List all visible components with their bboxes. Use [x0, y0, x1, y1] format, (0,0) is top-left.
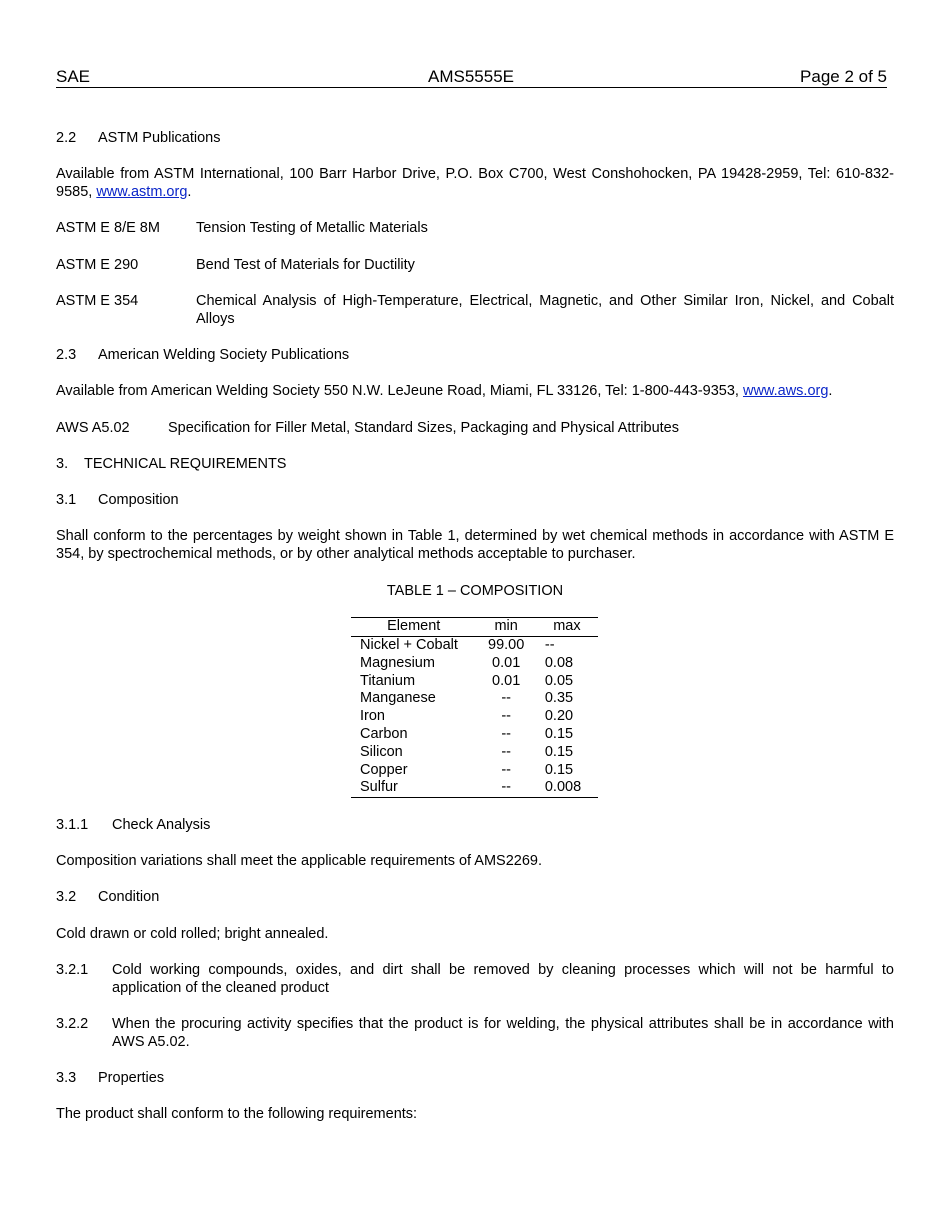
reference-title: Bend Test of Materials for Ductility	[196, 257, 415, 273]
astm-availability-paragraph: Available from ASTM International, 100 Barr Harbor Drive, P.O. Box C700, West Conshohocken, PA 19428-2959, Tel: 610-832-9585, www.astm.org.	[56, 166, 894, 200]
reference-code: ASTM E 354	[56, 293, 139, 309]
subsection-text: When the procuring activity specifies that the product is for welding, the physical attributes shall be in accordance with AWS A5.02.	[112, 1016, 894, 1050]
table-caption: TABLE 1 – COMPOSITION	[386, 583, 564, 599]
section-title: Composition	[98, 492, 179, 508]
reference-code: AWS A5.02	[56, 420, 130, 436]
aws-availability-paragraph: Available from American Welding Society 550 N.W. LeJeune Road, Miami, FL 33126, Tel: 1-800-443-9353, www.aws.org.	[56, 383, 833, 399]
page-header	[56, 67, 887, 88]
table-row: Carbon -- 0.15	[360, 725, 574, 742]
composition-paragraph: Shall conform to the percentages by weight shown in Table 1, determined by wet chemical methods in accordance with ASTM E 354, by spectrochemical methods, or by other analytical methods acceptable to purchaser.	[56, 528, 894, 562]
section-title: American Welding Society Publications	[98, 347, 350, 363]
astm-website-link[interactable]: www.astm.org	[96, 184, 188, 200]
reference-row	[56, 292, 894, 328]
table-row: Iron -- 0.20	[360, 708, 574, 725]
reference-code: ASTM E 290	[56, 257, 139, 273]
table-row: Sulfur -- 0.008	[351, 779, 598, 797]
table-header-row	[351, 618, 598, 637]
subsection-text: Cold working compounds, oxides, and dirt shall be removed by cleaning processes which will not be harmful to application of the cleaned product	[112, 962, 894, 996]
section-number: 3.3	[56, 1070, 77, 1086]
table-row: Magnesium 0.01 0.08	[360, 654, 574, 671]
section-heading-2-3	[56, 346, 894, 364]
subsection-3-2-1	[56, 961, 894, 997]
section-number: 2.2	[56, 130, 77, 146]
reference-title: Tension Testing of Metallic Materials	[196, 220, 428, 236]
section-number: 3.1	[56, 492, 77, 508]
section-number: 3.	[56, 456, 69, 472]
table-row: Nickel + Cobalt 99.00 --	[360, 637, 555, 653]
section-number: 2.3	[56, 347, 77, 363]
check-analysis-paragraph: Composition variations shall meet the applicable requirements of AMS2269.	[56, 853, 543, 869]
section-number: 3.2.1	[56, 962, 89, 978]
reference-title: Chemical Analysis of High-Temperature, Electrical, Magnetic, and Other Similar Iron, Nickel, and Cobalt Alloys	[196, 293, 894, 327]
column-header: min	[476, 618, 535, 637]
section-number: 3.2	[56, 889, 77, 905]
composition-table	[351, 617, 598, 798]
section-title: Properties	[98, 1070, 165, 1086]
section-number: 3.1.1	[56, 817, 89, 833]
section-heading-3-3	[56, 1069, 894, 1087]
section-heading-3-2	[56, 888, 894, 906]
reference-row	[56, 419, 894, 437]
table-row: Manganese -- 0.35	[360, 690, 574, 707]
reference-row	[56, 256, 894, 274]
column-header: max	[536, 618, 598, 637]
aws-website-link[interactable]: www.aws.org	[742, 383, 829, 399]
section-heading-3-1-1	[56, 816, 894, 834]
section-heading-3-1	[56, 491, 894, 509]
section-number: 3.2.2	[56, 1016, 89, 1032]
condition-paragraph: Cold drawn or cold rolled; bright annealed.	[56, 926, 329, 942]
table-row: Copper -- 0.15	[360, 761, 574, 778]
reference-code: ASTM E 8/E 8M	[56, 220, 160, 236]
table-row: Titanium 0.01 0.05	[360, 672, 574, 689]
subsection-3-2-2	[56, 1015, 894, 1051]
properties-paragraph: The product shall conform to the following requirements:	[56, 1106, 418, 1122]
section-heading-2-2	[56, 129, 894, 147]
header-org: SAE	[56, 67, 91, 86]
section-heading-3	[56, 455, 894, 473]
section-title: Check Analysis	[112, 817, 211, 833]
section-title: Condition	[98, 889, 160, 905]
header-doc-number: AMS5555E	[428, 67, 514, 86]
section-title: ASTM Publications	[98, 130, 221, 146]
section-title: TECHNICAL REQUIREMENTS	[84, 456, 287, 472]
table-row: Silicon -- 0.15	[360, 743, 574, 760]
header-page-number: Page 2 of 5	[800, 67, 887, 86]
reference-title: Specification for Filler Metal, Standard Sizes, Packaging and Physical Attributes	[168, 420, 679, 436]
reference-row	[56, 219, 894, 237]
column-header: Element	[351, 618, 476, 637]
